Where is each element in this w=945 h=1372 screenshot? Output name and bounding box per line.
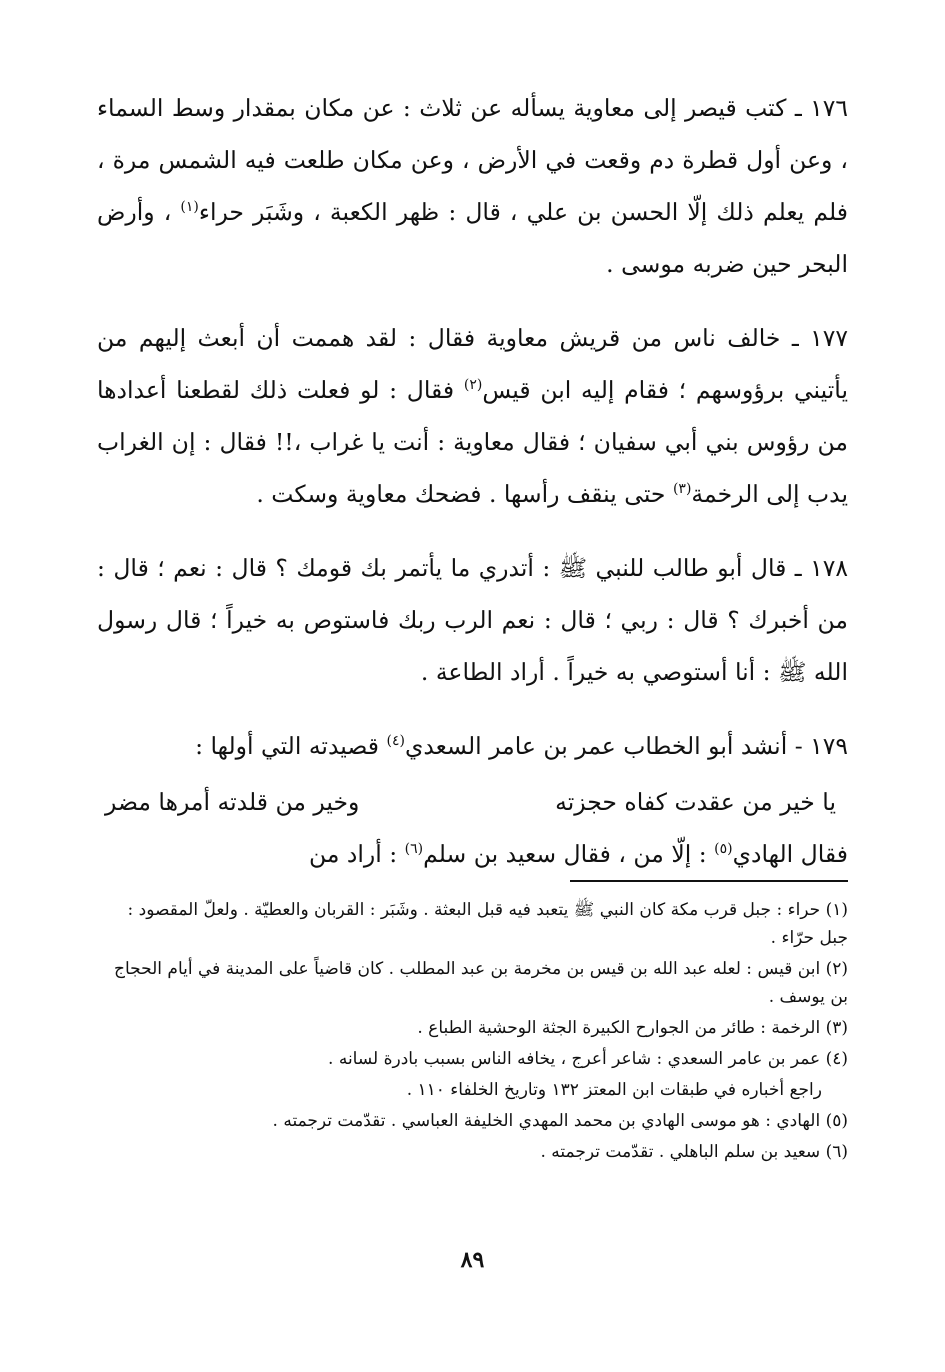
paragraph-text: : أراد من xyxy=(308,840,405,868)
footnotes xyxy=(97,896,848,1169)
footnote-2: (٢) ابن قيس : لعله عبد الله بن قيس بن مخرمة بن عبد المطلب . كان قاضياً على المدينة في أيام الحجاج بن يوسف . xyxy=(114,959,848,1007)
paragraph-text: ١٧٧ ـ خالف ناس من قريش معاوية فقال : لقد هممت أن أبعث إليهم من يأتيني برؤوسهم ؛ فقام إليه ابن قيس xyxy=(97,324,848,404)
paragraph-text: : إلّا من ، فقال سعيد بن سلم xyxy=(423,840,715,868)
footnote-ref[interactable]: (٦) xyxy=(404,841,424,858)
paragraph-text: حتى ينقف رأسها . فضحك معاوية وسكت . xyxy=(256,480,673,508)
paragraph-text: قصيدته التي أولها : xyxy=(195,732,387,760)
footnote-ref[interactable]: (٤) xyxy=(386,733,405,750)
paragraph-text: ١٧٩ - أنشد أبو الخطاب عمر بن عامر السعدي xyxy=(404,732,848,760)
paragraph-177 xyxy=(97,312,848,520)
paragraph-text: ، وأرض البحر حين ضربه موسى . xyxy=(97,198,848,278)
footnote-1: (١) حراء : جبل قرب مكة كان النبي ﷺ يتعبد فيه قبل البعثة . وشَبَر : القربان والعطيّة . ولعلّ المقصود : جبل حرّاء . xyxy=(127,900,848,948)
paragraph-text: فقال الهادي xyxy=(732,840,848,868)
footnote-5: (٥) الهادي : هو موسى الهادي بن محمد المهدي الخليفة العباسي . تقدّمت ترجمته . xyxy=(272,1111,848,1131)
paragraph-closing xyxy=(97,828,848,880)
paragraph-text: فقال : لو فعلت ذلك لقطعنا أعدادها من رؤوس بني أبي سفيان ؛ فقال معاوية : أنت يا غراب ،!! فقال : إن الغراب يدب إلى الرخمة xyxy=(97,376,848,508)
footnote-divider xyxy=(570,880,848,882)
paragraph-text: ١٧٦ ـ كتب قيصر إلى معاوية يسأله عن ثلاث : عن مكان بمقدار وسط السماء ، وعن أول قطرة دم وقعت في الأرض ، وعن مكان طلعت فيه الشمس مرة ، فلم يعلم ذلك إلّا الحسن بن علي ، قال : ظهر الكعبة ، وشَبَر حراء xyxy=(97,94,848,226)
paragraph-176 xyxy=(97,82,848,290)
footnote-ref[interactable]: (٥) xyxy=(714,841,733,858)
footnote-4: (٤) عمر بن عامر السعدي : شاعر أعرج ، يخافه الناس بسبب بادرة لسانه . xyxy=(328,1049,848,1069)
footnote-ref[interactable]: (١) xyxy=(180,199,199,216)
footnote-3: (٣) الرخمة : طائر من الجوارح الكبيرة الجثة الوحشية الطباع . xyxy=(417,1018,848,1038)
main-text xyxy=(97,82,848,880)
poem-verse xyxy=(97,776,848,828)
paragraph-text: ١٧٨ ـ قال أبو طالب للنبي ﷺ : أتدري ما يأتمر بك قومك ؟ قال : نعم ؛ قال : من أخبرك ؟ قال : ربي ؛ قال : نعم الرب ربك فاستوص به خيراً ؛ قال رسول الله ﷺ : أنا أستوصي به خيراً . أراد الطاعة . xyxy=(97,554,848,686)
paragraph-179 xyxy=(97,720,848,772)
footnote-ref[interactable]: (٣) xyxy=(672,481,692,498)
verse-second-hemistich: وخير من قلدته أمرها مضر xyxy=(105,788,360,816)
footnote-6: (٦) سعيد بن سلم الباهلي . تقدّمت ترجمته . xyxy=(540,1142,848,1162)
verse-first-hemistich: يا خير من عقدت كفاه حجزته xyxy=(555,788,836,816)
paragraph-178 xyxy=(97,542,848,698)
footnote-ref[interactable]: (٢) xyxy=(463,377,483,394)
footnote-4-continuation: راجع أخباره في طبقات ابن المعتز ١٣٢ وتاريخ الخلفاء ١١٠ . xyxy=(406,1080,822,1100)
page-number: ٨٩ xyxy=(460,1247,485,1273)
